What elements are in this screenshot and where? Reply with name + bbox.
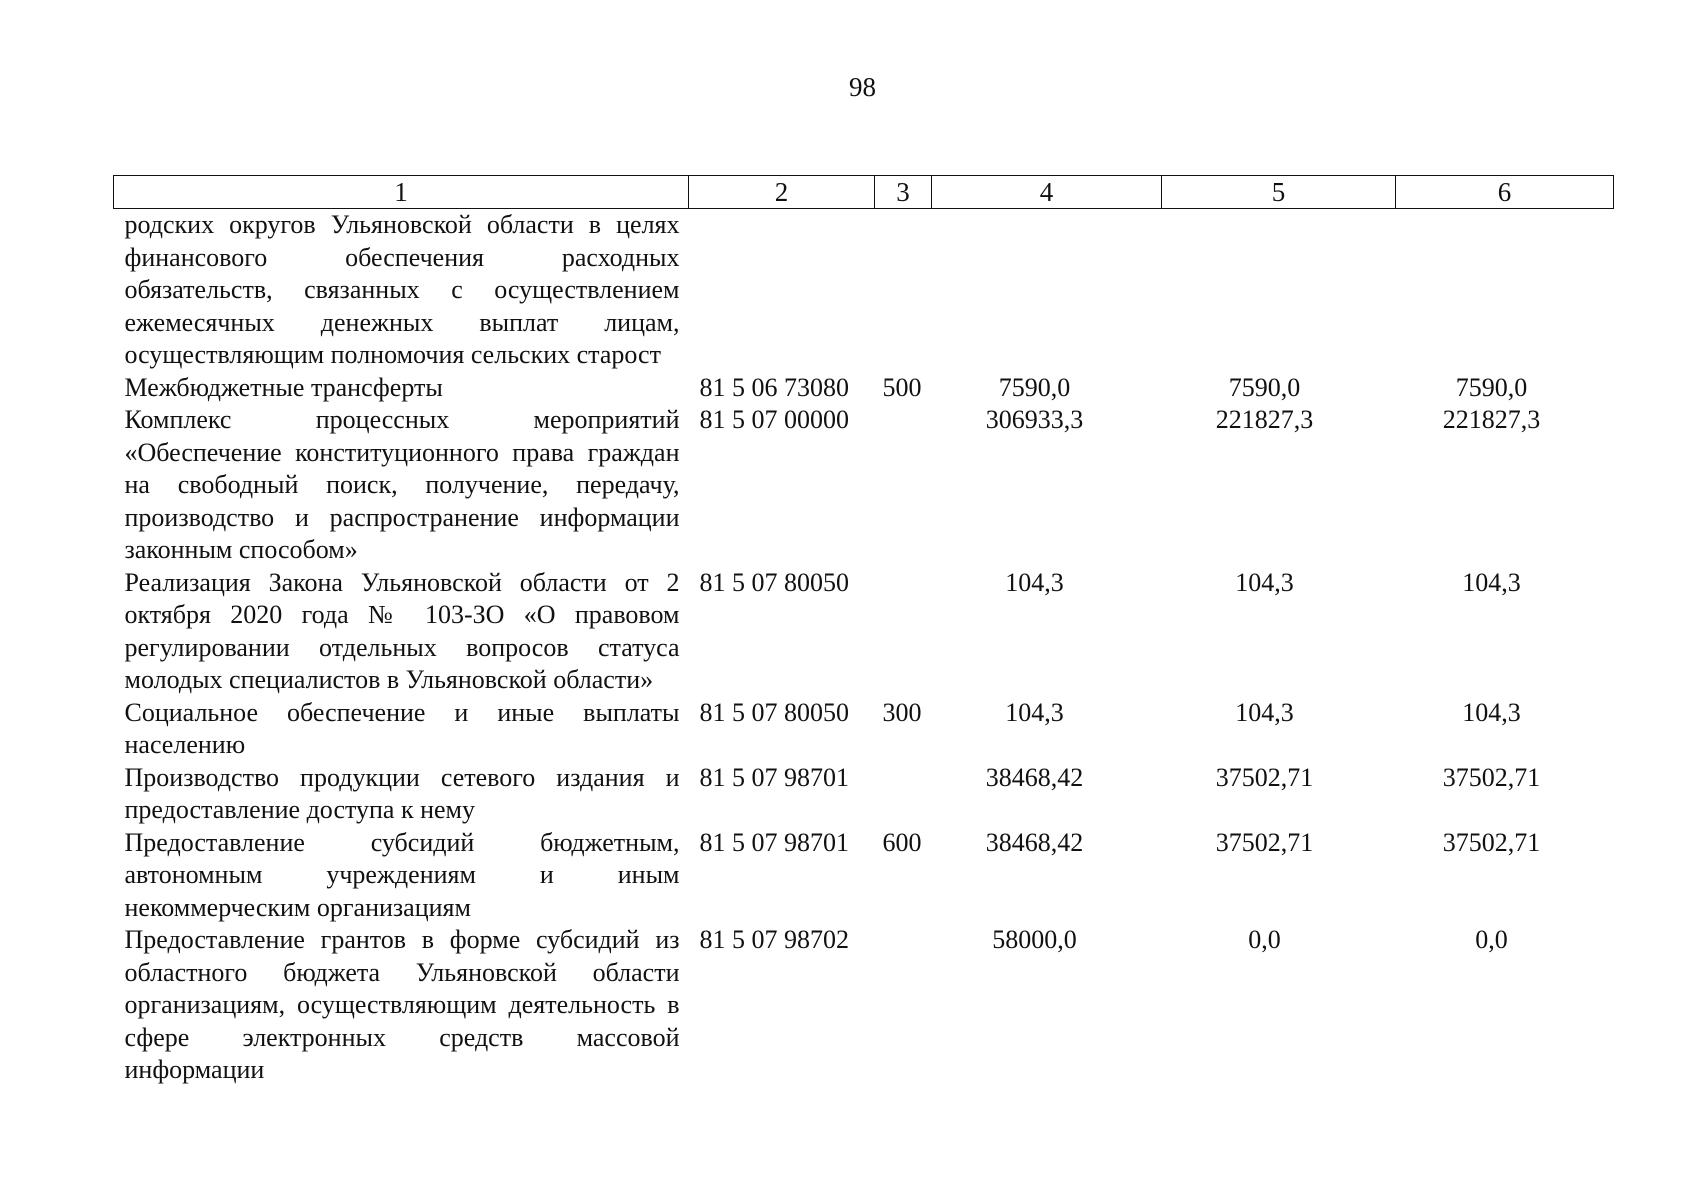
- row-value-col5: 104,3: [1235, 697, 1294, 727]
- row-name: Производство продукции сетевого издания и предоставление доступа к нему: [124, 762, 680, 824]
- table-row: [114, 924, 1614, 1087]
- table-row: [114, 827, 1614, 925]
- row-value-col4: 38468,42: [985, 827, 1084, 857]
- row-target-code: 81 5 07 80050: [699, 697, 849, 727]
- header-col-2: 2: [689, 176, 875, 209]
- row-target-code: 81 5 06 73080: [699, 372, 849, 402]
- row-value-col6: 0,0: [1475, 925, 1508, 954]
- row-expense-type: 500: [882, 372, 922, 402]
- row-name: Предоставление субсидий бюджетным, автономным учреждениям и иным некоммерческим организациям: [124, 827, 680, 922]
- table-header-row: [114, 176, 1614, 209]
- row-value-col4: 104,3: [1005, 567, 1064, 597]
- table-row: [114, 372, 1614, 405]
- row-value-col6: [1396, 209, 1614, 372]
- row-value-col4: 58000,0: [992, 925, 1077, 954]
- row-name: Социальное обеспечение и иные выплаты населению: [124, 697, 680, 759]
- row-expense-type: 600: [882, 827, 922, 857]
- row-name: родских округов Ульяновской области в целях финансового обеспечения расходных обязательств, связанных с осуществлением ежемесячных денежных выплат лицам, осуществляющим полномочия сельских старост: [124, 210, 680, 369]
- row-value-col6: 221827,3: [1442, 405, 1541, 434]
- row-expense-type: [875, 924, 932, 1087]
- table-row: [114, 697, 1614, 762]
- budget-table-container: [113, 175, 1613, 1087]
- table-row: [114, 567, 1614, 697]
- row-value-col5: 37502,71: [1215, 762, 1314, 792]
- row-value-col5: 37502,71: [1215, 827, 1314, 857]
- row-value-col5: 221827,3: [1215, 405, 1314, 434]
- table-row: [114, 209, 1614, 372]
- row-value-col6: 7590,0: [1455, 372, 1528, 402]
- header-col-3: 3: [875, 176, 932, 209]
- row-name: Предоставление грантов в форме субсидий из областного бюджета Ульяновской области организациям, осуществляющим деятельность в сфере электронных средств массовой информации: [124, 925, 680, 1084]
- row-value-col6: 37502,71: [1442, 762, 1541, 792]
- row-value-col6: 104,3: [1462, 697, 1521, 727]
- row-target-code: 81 5 07 98702: [699, 925, 849, 954]
- table-row: [114, 762, 1614, 827]
- row-target-code: 81 5 07 98701: [699, 762, 849, 792]
- row-value-col4: 7590,0: [998, 372, 1071, 402]
- row-expense-type: [875, 762, 932, 827]
- row-value-col5: 7590,0: [1228, 372, 1301, 402]
- row-value-col5: 104,3: [1235, 567, 1294, 597]
- row-target-code: 81 5 07 00000: [699, 405, 849, 434]
- page-number: 98: [849, 72, 876, 102]
- row-name: Межбюджетные трансферты: [124, 372, 443, 402]
- header-col-5: 5: [1162, 176, 1396, 209]
- row-expense-type: [875, 209, 932, 372]
- row-expense-type: 300: [882, 697, 922, 727]
- table-row: [114, 404, 1614, 567]
- row-expense-type: [875, 567, 932, 697]
- row-value-col4: 306933,3: [985, 405, 1084, 434]
- header-col-6: 6: [1396, 176, 1614, 209]
- row-value-col5: [1162, 209, 1396, 372]
- row-value-col6: 104,3: [1462, 567, 1521, 597]
- budget-table: [113, 175, 1614, 1087]
- row-target-code: 81 5 07 80050: [699, 567, 849, 597]
- row-name: Комплекс процессных мероприятий «Обеспечение конституционного права граждан на свободный поиск, получение, передачу, производство и распространение информации законным способом»: [124, 405, 680, 564]
- row-value-col6: 37502,71: [1442, 827, 1541, 857]
- row-name: Реализация Закона Ульяновской области от 2 октября 2020 года № 103-ЗО «О правовом регулировании отдельных вопросов статуса молодых специалистов в Ульяновской области»: [124, 567, 680, 694]
- row-target-code: 81 5 07 98701: [699, 827, 849, 857]
- row-value-col5: 0,0: [1248, 925, 1281, 954]
- row-value-col4: 38468,42: [985, 762, 1084, 792]
- header-col-4: 4: [932, 176, 1162, 209]
- row-target-code: [689, 209, 875, 372]
- row-value-col4: [932, 209, 1162, 372]
- header-col-1: 1: [114, 176, 689, 209]
- row-value-col4: 104,3: [1005, 697, 1064, 727]
- row-expense-type: [875, 404, 932, 567]
